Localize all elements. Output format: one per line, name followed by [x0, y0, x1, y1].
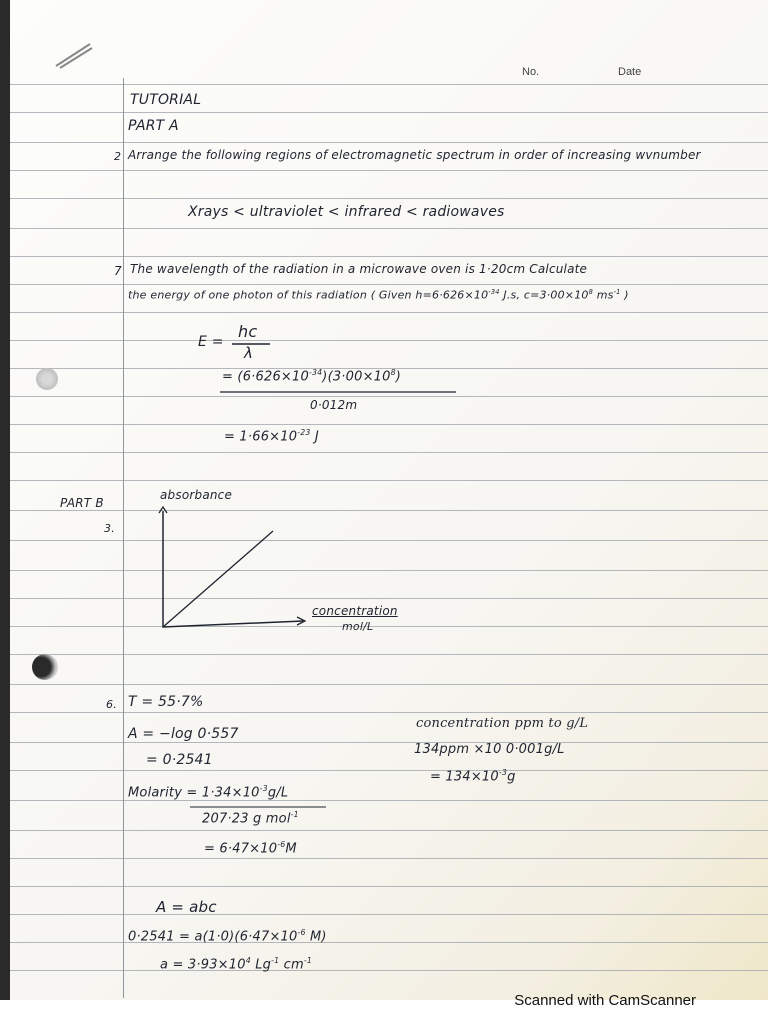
- fraction-bar: [190, 806, 330, 808]
- q7-energy-label: E =: [198, 334, 224, 350]
- q2-question: Arrange the following regions of electromagnetic spectrum in order of increasing wvnumber: [128, 148, 701, 162]
- q6-molarity: Molarity = $1\cdot 34\times 10^{-3}g/L$: [128, 784, 289, 801]
- paper-clip-icon: [54, 40, 94, 70]
- date-label: Date: [618, 66, 642, 78]
- q6-transmittance: T = 55·7%: [128, 694, 204, 710]
- graph-x-label: concentration: [312, 604, 398, 618]
- side-note-title: concentration ppm to g/L: [416, 716, 589, 731]
- part-b-number: 3.: [104, 522, 115, 535]
- q7-step1-denominator: 0·012m: [310, 398, 358, 412]
- absorbance-graph: [155, 505, 325, 635]
- q6-molarity-result: = $6\cdot 47\times 10^{-6}M$: [204, 840, 297, 857]
- q6-absorbance-formula: A = −log 0·557: [128, 726, 239, 742]
- margin-line: [123, 78, 124, 998]
- q6-number: 6.: [106, 698, 117, 711]
- side-note-conversion: 134ppm ×10 0·001g/L: [414, 742, 565, 757]
- q7-result: = $1\cdot 66\times 10^{-23}$ J: [224, 428, 319, 445]
- q7-numerator: hc: [238, 322, 258, 341]
- q2-answer: Xrays < ultraviolet < infrared < radiowaves: [188, 204, 505, 220]
- q7-line2: the energy of one photon of this radiation ( Given $h=6\cdot 626\times 10^{-34}$ J.s, $c=3\cdot 00\times 10^8$ $ms^{-1}$ ): [128, 288, 629, 302]
- number-label: No.: [522, 66, 540, 78]
- q7-denominator: λ: [244, 344, 254, 362]
- graph-y-label: absorbance: [160, 488, 233, 502]
- beer-law: A = abc: [156, 898, 217, 916]
- q7-number: 7: [114, 264, 122, 278]
- notebook-page: [10, 0, 768, 1000]
- part-b-label: PART B: [60, 496, 104, 510]
- side-note-result: = $134\times 10^{-3}g$: [430, 768, 516, 785]
- q6-molar-mass: 207·23 g mol$^{-1}$: [202, 810, 299, 827]
- q2-number: 2: [114, 150, 122, 163]
- camscanner-watermark: Scanned with CamScanner: [514, 992, 696, 1009]
- graph-x-unit: mol/L: [342, 620, 374, 633]
- absorptivity-result: $a = 3\cdot 93\times 10^4$ $Lg^{-1}$ $cm^{-1}$: [160, 956, 313, 973]
- q7-step1: = $(6\cdot 626\times 10^{-34})(3\cdot 00\times 10^8)$: [222, 368, 402, 385]
- title-part-a: PART A: [128, 118, 179, 134]
- q7-line1: The wavelength of the radiation in a microwave oven is 1·20cm Calculate: [130, 262, 588, 276]
- fraction-bar: [220, 391, 460, 393]
- q6-absorbance-value: = 0·2541: [146, 752, 213, 768]
- title-tutorial: TUTORIAL: [130, 92, 202, 108]
- beer-law-substitution: $0\cdot 2541 = a(1\cdot 0)(6\cdot 47\times 10^{-6}$ M): [128, 928, 327, 945]
- binder-hole: [36, 368, 58, 390]
- binder-hole: [32, 654, 58, 680]
